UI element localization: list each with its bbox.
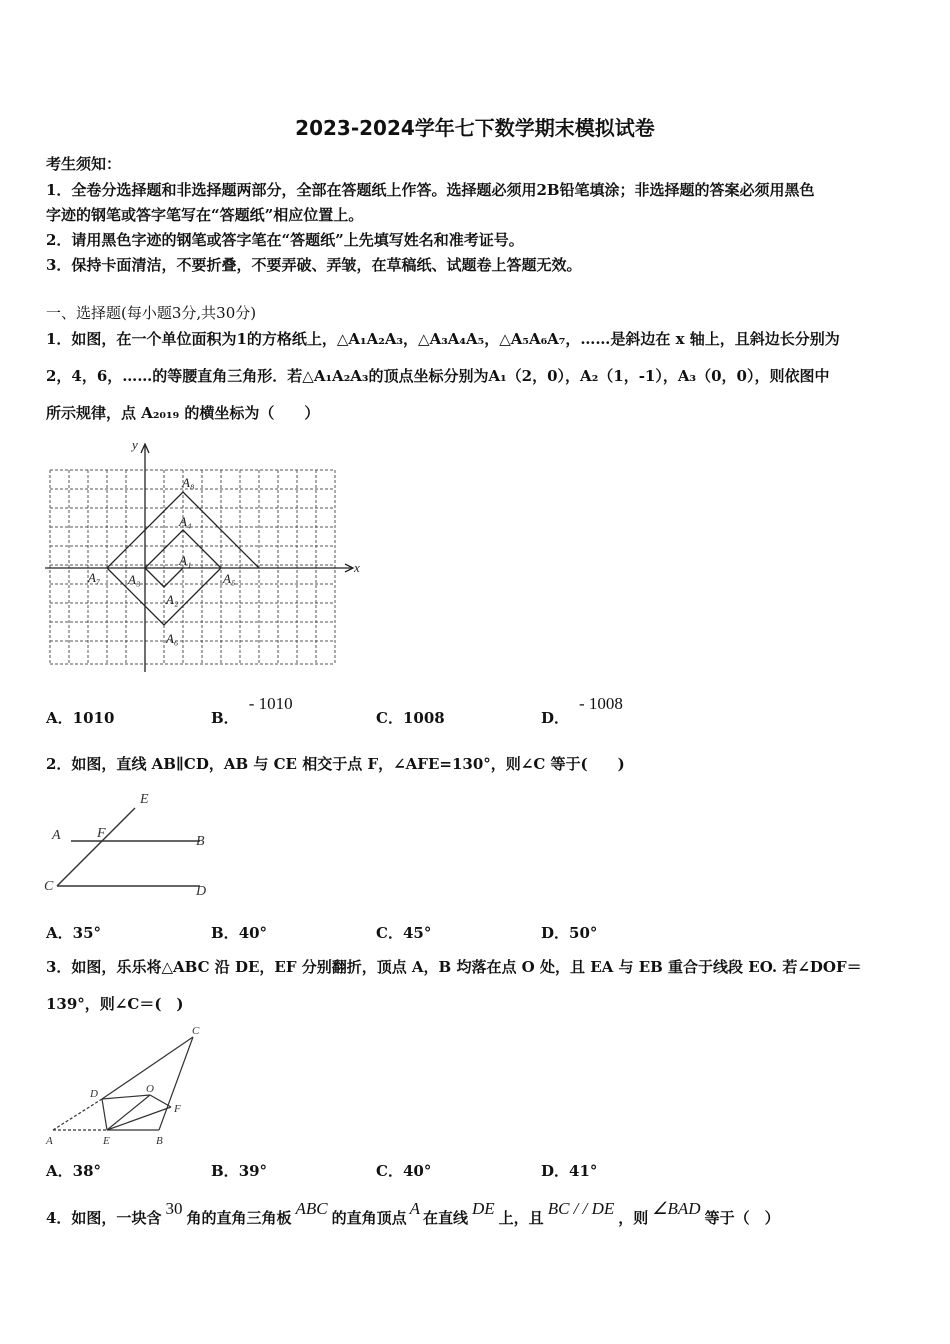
svg-text:y: y bbox=[132, 437, 138, 452]
svg-text:F: F bbox=[174, 1103, 181, 1115]
svg-text:A₃: A₃ bbox=[128, 572, 141, 587]
q1-figure-grid bbox=[40, 432, 370, 677]
q2-option-b[interactable]: B．40° bbox=[211, 924, 268, 942]
page-title: 2023-2024学年七下数学期末模拟试卷 bbox=[295, 116, 655, 140]
notice-heading: 考生须知： bbox=[46, 155, 122, 173]
q3-option-b[interactable]: B．39° bbox=[211, 1162, 268, 1180]
svg-text:A₁: A₁ bbox=[179, 553, 192, 568]
svg-text:A: A bbox=[46, 1135, 53, 1147]
section-heading: 一、选择题(每小题3分,共30分) bbox=[46, 304, 257, 322]
svg-text:A: A bbox=[52, 828, 61, 843]
notice-item-2: 2．请用黑色字迹的钢笔或答字笔在“答题纸”上先填写姓名和准考证号。 bbox=[46, 231, 524, 249]
notice-item-1: 1．全卷分选择题和非选择题两部分，全部在答题纸上作答。选择题必须用2B铅笔填涂；非选择题的答案必须用黑色 bbox=[46, 181, 815, 199]
q2-option-a[interactable]: A．35° bbox=[46, 924, 102, 942]
q3-option-d[interactable]: D．41° bbox=[541, 1162, 598, 1180]
q1-text-line1: 1．如图，在一个单位面积为1的方格纸上，△A₁A₂A₃，△A₃A₄A₅，△A₅A₆A₇，……是斜边在 x 轴上，且斜边长分别为 bbox=[46, 330, 840, 348]
notice-item-1-cont: 字迹的钢笔或答字笔写在“答题纸”相应位置上。 bbox=[46, 206, 364, 224]
q3-option-c[interactable]: C．40° bbox=[376, 1162, 432, 1180]
q3-text-line2: 139°，则∠C＝( ) bbox=[46, 995, 184, 1013]
q2-figure bbox=[40, 786, 220, 902]
q1-text-line2: 2，4，6，……的等腰直角三角形．若△A₁A₂A₃的顶点坐标分别为A₁（2，0），A₂（1，-1），A₃（0，0），则依图中 bbox=[46, 367, 830, 385]
svg-text:A₈: A₈ bbox=[182, 475, 195, 490]
q1-option-d[interactable]: D．- 1008 bbox=[541, 694, 623, 727]
q2-option-c[interactable]: C．45° bbox=[376, 924, 432, 942]
svg-text:B: B bbox=[196, 834, 205, 849]
svg-text:A₂: A₂ bbox=[166, 592, 179, 607]
q1-option-c[interactable]: C．1008 bbox=[376, 709, 445, 727]
q2-option-d[interactable]: D．50° bbox=[541, 924, 598, 942]
svg-text:D: D bbox=[90, 1088, 98, 1100]
svg-text:A₅: A₅ bbox=[223, 571, 236, 586]
svg-text:B: B bbox=[156, 1135, 163, 1147]
svg-text:D: D bbox=[196, 884, 207, 899]
svg-text:E: E bbox=[140, 792, 149, 807]
q3-option-a[interactable]: A．38° bbox=[46, 1162, 102, 1180]
q3-figure bbox=[40, 1022, 215, 1152]
q4-text: 4．如图，一块含 30 角的直角三角板 ABC 的直角顶点 A 在直线 DE 上，且 BC / / DE ，则 ∠BAD 等于（ ） bbox=[46, 1199, 780, 1227]
svg-text:C: C bbox=[44, 879, 54, 894]
svg-text:C: C bbox=[192, 1025, 200, 1037]
svg-text:A₇: A₇ bbox=[88, 570, 101, 585]
q2-text: 2．如图，直线 AB∥CD，AB 与 CE 相交于点 F，∠AFE=130°，则∠C 等于( ) bbox=[46, 755, 625, 773]
svg-text:O: O bbox=[146, 1083, 154, 1095]
svg-text:A₆: A₆ bbox=[166, 631, 179, 646]
svg-text:x: x bbox=[354, 560, 360, 575]
svg-text:E: E bbox=[103, 1135, 110, 1147]
svg-text:A₄: A₄ bbox=[179, 514, 192, 529]
q1-text-line3: 所示规律，点 A₂₀₁₉ 的横坐标为（ ） bbox=[46, 404, 320, 422]
svg-text:F: F bbox=[97, 826, 106, 841]
q3-text-line1: 3．如图，乐乐将△ABC 沿 DE，EF 分别翻折，顶点 A，B 均落在点 O 处，且 EA 与 EB 重合于线段 EO. 若∠DOF＝ bbox=[46, 958, 862, 976]
notice-item-3: 3．保持卡面清洁，不要折叠，不要弄破、弄皱，在草稿纸、试题卷上答题无效。 bbox=[46, 256, 582, 274]
q1-option-a[interactable]: A．1010 bbox=[46, 709, 115, 727]
q1-option-b[interactable]: B．- 1010 bbox=[211, 694, 293, 727]
